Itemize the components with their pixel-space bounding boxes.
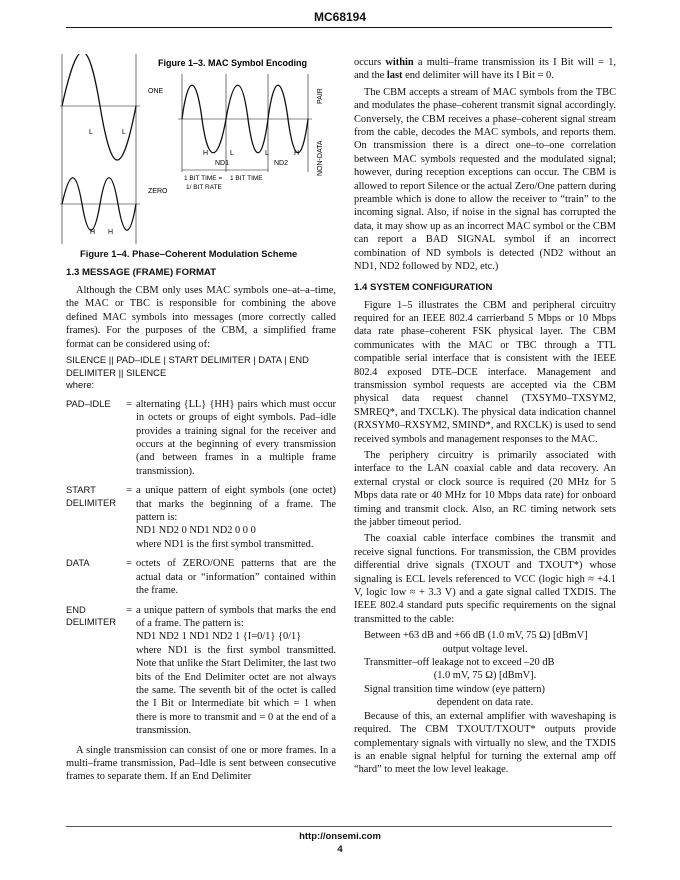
term: END xyxy=(66,603,86,615)
bold-text: last xyxy=(386,70,403,82)
h-label: H xyxy=(294,150,300,157)
text-run: a multi–frame transmission its I Bit will = 1, and the xyxy=(354,57,617,82)
figure-1-4-caption: Figure 1–4. Phase–Coherent Modulation Scheme xyxy=(80,248,298,259)
requirement-cont: dependent on data rate. xyxy=(436,697,534,709)
section-heading-1-3: 1.3 MESSAGE (FRAME) FORMAT xyxy=(66,267,217,278)
paragraph: The coaxial cable interface combines the transmit and receive signal functions. For transmission, the CBM provides differential drive signals (TXOUT and TXOUT*) whose signaling is ECL levels referenced to VCC (logic high ≈ +4.1 V, logic low ≈ + 3.3 V) and a gate signal called TXDIS. The IEEE 802.4 standard puts specific requirements on the signal transmitted to the cable: xyxy=(354,533,616,625)
requirement: Signal transition time window (eye pattern) xyxy=(364,683,545,695)
h-label: H xyxy=(90,229,96,236)
equals-sign: = xyxy=(126,558,132,570)
paragraph: Although the CBM only uses MAC symbols one–at–a–time, the MAC or TBC is responsible for combining the above defined MAC symbols into messages (more correctly called frames). For the purposes of the CBM, a simplified frame format can be considered using of: xyxy=(66,285,336,350)
non-data-label: NON-DATA xyxy=(317,140,324,176)
text-run: occurs xyxy=(354,57,386,68)
paragraph-continued xyxy=(354,56,616,83)
definition-item xyxy=(66,604,336,738)
bold-text: within xyxy=(385,57,414,68)
equals-sign: = xyxy=(126,485,132,497)
paragraph: The periphery circuitry is primarily associated with interface to the LAN coaxial cable and data recovery. An external crystal or clock source is required (20 MHz for 5 Mbps data rate or 40 MHz for 10 Mbps data rate) for onboard timing and transmit clock. Also, an RC timing network sets the jabber timeout period. xyxy=(354,449,616,528)
definition-text: alternating {LL} {HH} pairs which must occur in octets or groups of eight symbols. Pad–idle provides a training signal for the receiver and occurs at the beginning of every transmission (and between frames in a multiple frame transmission). xyxy=(136,398,336,477)
l-label: L xyxy=(265,150,269,157)
text-run: end delimiter will have its I Bit = 0. xyxy=(402,70,554,82)
equals-sign: = xyxy=(126,604,132,616)
l-label: L xyxy=(230,150,234,157)
delimiter-pattern: ND1 ND2 0 ND1 ND2 0 0 0 xyxy=(136,525,256,537)
definition-item xyxy=(66,398,336,478)
footer xyxy=(0,830,680,856)
l-label: L xyxy=(122,129,126,136)
section-heading-1-4: 1.4 SYSTEM CONFIGURATION xyxy=(354,281,493,293)
phase-coherent-one-waveform xyxy=(62,54,136,160)
requirement: Between +63 dB and +66 dB (1.0 mV, 75 Ω) [dBmV] xyxy=(364,630,588,642)
footer-rule xyxy=(66,826,612,827)
paragraph: The CBM accepts a stream of MAC symbols from the TBC and modulates the phase–coherent transmit signal accordingly. Conversely, the CBM receives a phase–coherent signal stream from the cable, decodes the MAC symbols, and reports them. On transmission there is a direct one–to–one correlation between MAC symbols requested and the modulated signal; however, during reception exceptions can occur. The CBM is allowed to report Silence or the actual Zero/One pattern during preamble which is done to allow the receiver to “train” to the incoming signal. Also, if noise in the signal has corrupted the data, it may show up as an incorrect MAC symbol or the CBM can report a BAD SIGNAL symbol if an incorrect combination of ND symbols is detected (ND2 without an ND1, ND2 followed by ND2, etc.) xyxy=(354,86,616,273)
term: PAD–IDLE xyxy=(66,397,111,409)
definition-text: octets of ZERO/ONE patterns that are the actual data or “information” contained within the frame. xyxy=(136,558,336,597)
h-label: H xyxy=(203,150,209,157)
definition-item xyxy=(66,484,336,551)
where-label: where: xyxy=(66,379,95,391)
term: START xyxy=(66,484,96,496)
bit-time-label-2: 1 BIT TIME xyxy=(230,175,263,182)
figure-1-3-caption: Figure 1–3. MAC Symbol Encoding xyxy=(158,58,308,68)
definition-desc: a unique pattern of eight symbols (one octet) that marks the beginning of a frame. The pattern is: xyxy=(136,485,336,524)
left-column xyxy=(66,248,336,787)
paragraph: Figure 1–5 illustrates the CBM and peripheral circuitry required for an IEEE 802.4 carrierband 5 Mbps or 10 Mbps data rate phase–coherent FSK physical layer. The CBM communicates with the MAC or TBC through a TTL compatible serial interface that is consistent with the IEEE 802.4 exposed DTE–DCE interface. Management and transmission symbol requests are accepted via the CBM physical data request channel (TXSYM0–TXSYM2, SMREQ*, and TXCLK). The physical data indication channel (RXSYM0–RXSYM2, SMIND*, and RXCLK) is used to send received symbols and management responses to the MAC. xyxy=(354,299,616,445)
footer-url[interactable]: http://onsemi.com xyxy=(299,831,381,842)
equals-sign: = xyxy=(126,398,132,410)
definition-after: where ND1 is the first symbol transmitted. Note that unlike the Start Delimiter, the last two bits of the End Delimiter octet are not always the same. The seventh bit of the octet is called the I Bit or Intermediate bit which = 1 when there is more to transmit and = 0 at the end of a transmission. xyxy=(136,644,336,737)
requirement-cont: (1.0 mV, 75 Ω) [dBmV]. xyxy=(433,670,537,682)
definition-text xyxy=(136,604,336,738)
figure-1-3-and-1-4-diagram xyxy=(60,54,350,250)
one-label: ONE xyxy=(148,88,164,95)
definition-list xyxy=(66,398,336,738)
header-rule xyxy=(66,27,612,28)
l-label: L xyxy=(89,129,93,136)
definition-desc: a unique pattern of symbols that marks the end of a frame. The pattern is: xyxy=(136,604,336,629)
page-header-title: MC68194 xyxy=(313,10,367,24)
definition-text xyxy=(136,484,336,551)
nd1-label: ND1 xyxy=(215,160,230,167)
right-column xyxy=(354,56,616,780)
frame-format: SILENCE || PAD–IDLE | START DELIMITER | DATA | END DELIMITER || SILENCE xyxy=(66,354,309,378)
nd2-label: ND2 xyxy=(274,160,289,167)
definition-after: where ND1 is the first symbol transmitted. xyxy=(136,538,314,550)
requirement: Transmitter–off leakage not to exceed –20 dB xyxy=(364,657,555,669)
bit-rate-label: 1/ BIT RATE xyxy=(186,184,222,191)
zero-label: ZERO xyxy=(148,188,168,195)
paragraph: Because of this, an external amplifier with waveshaping is required. The CBM TXOUT/TXOUT* outputs provide complementary signals with virtually no slew, and the TXDIS is an enable signal helpful for turning the external amp off “hard” to meet the low level leakage. xyxy=(354,710,616,776)
term-line-2: DELIMITER xyxy=(66,496,117,508)
delimiter-pattern: ND1 ND2 1 ND1 ND2 1 {I=0/1} {0/1} xyxy=(136,631,302,643)
term: DATA xyxy=(66,557,90,569)
paragraph: A single transmission can consist of one or more frames. In a multi–frame transmission, Pad–Idle is sent between consecutive frames to separate them. If an End Delimiter xyxy=(66,744,336,783)
pair-label: PAIR xyxy=(317,88,324,104)
bit-time-label: 1 BIT TIME = xyxy=(184,175,223,182)
requirement-cont: output voltage level. xyxy=(442,643,528,655)
term-line-2: DELIMITER xyxy=(66,616,117,628)
definition-item xyxy=(66,557,336,597)
page-number: 4 xyxy=(337,844,343,855)
h-label: H xyxy=(108,229,114,236)
